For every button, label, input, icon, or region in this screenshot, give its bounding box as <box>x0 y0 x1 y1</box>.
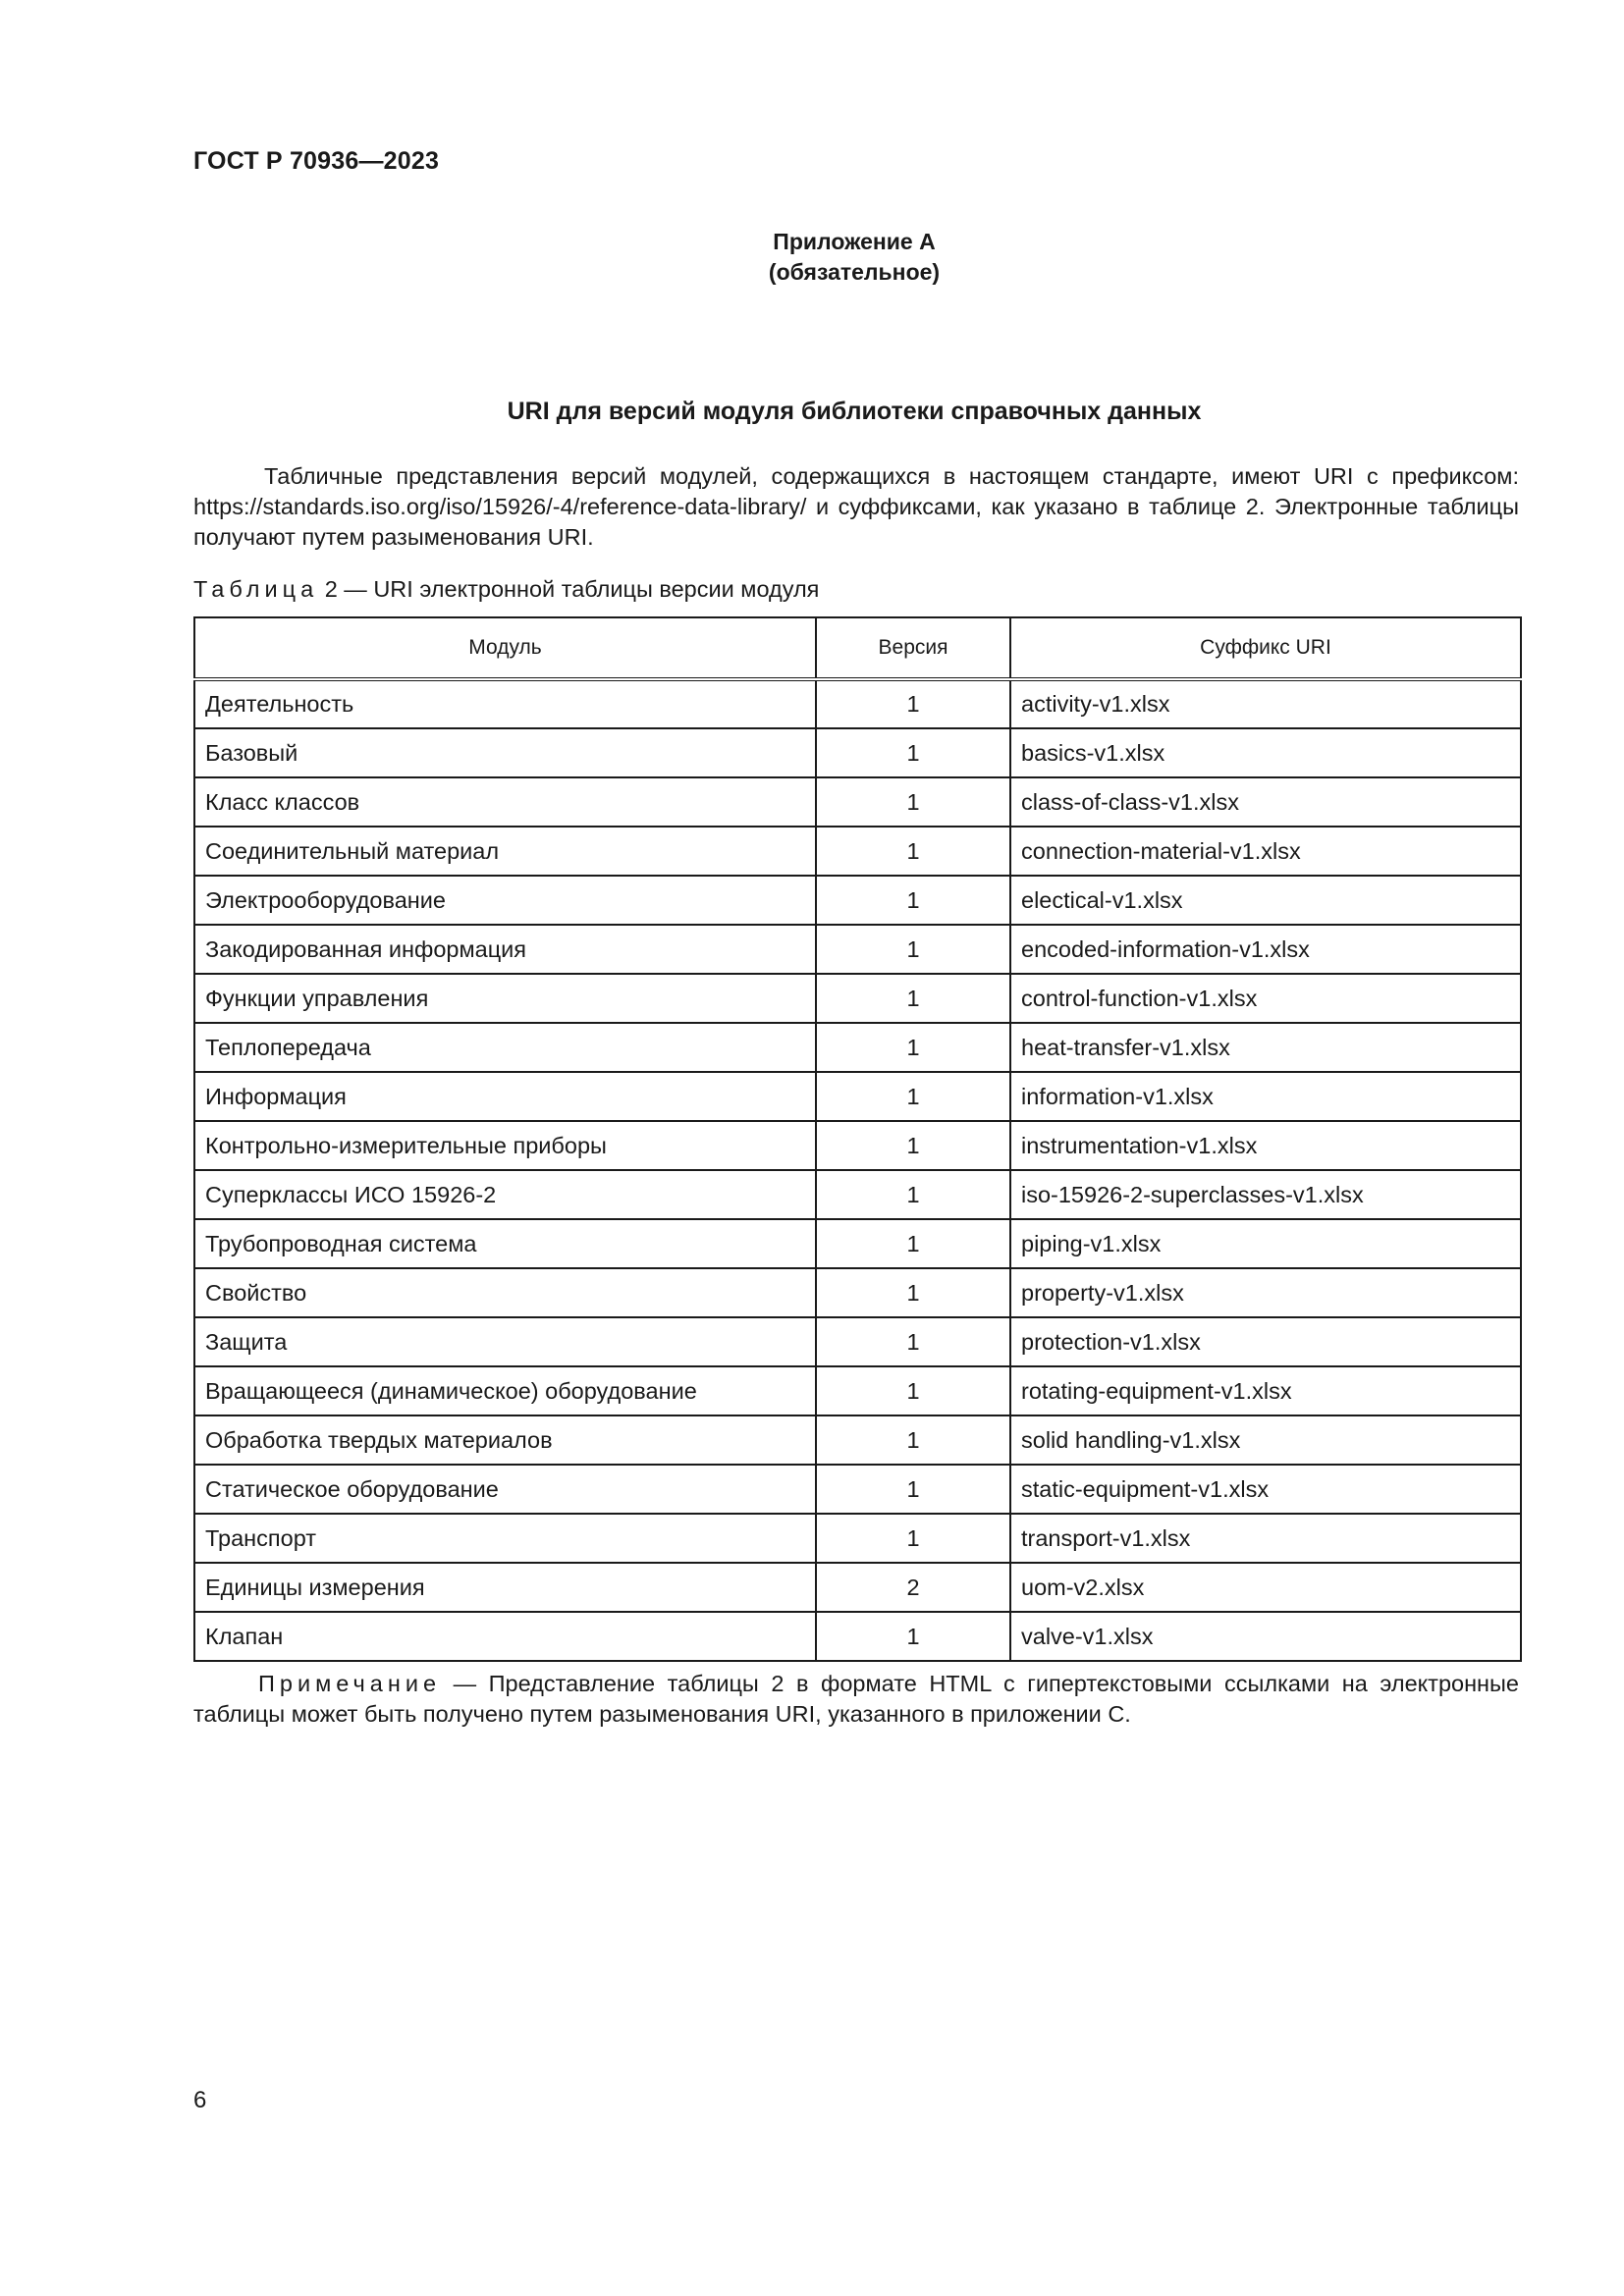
cell-module: Трубопроводная система <box>194 1219 816 1268</box>
cell-suffix: valve-v1.xlsx <box>1010 1612 1521 1661</box>
intro-paragraph: Табличные представления версий модулей, содержащихся в настоящем стандарте, имеют URI с префиксом: https://standards.iso.org/iso/15926/-4/reference-data-library/ и суффиксами, как указано в таблице 2. Электронные таблицы получают путем разыменования URI. <box>193 463 1519 550</box>
appendix-status: (обязательное) <box>768 259 941 285</box>
cell-suffix: class-of-class-v1.xlsx <box>1010 777 1521 827</box>
cell-module: Соединительный материал <box>194 827 816 876</box>
cell-module: Электрооборудование <box>194 876 816 925</box>
cell-suffix: static-equipment-v1.xlsx <box>1010 1465 1521 1514</box>
cell-module: Теплопередача <box>194 1023 816 1072</box>
table-caption-label: Таблица <box>193 576 319 602</box>
cell-version: 1 <box>816 925 1010 974</box>
cell-version: 1 <box>816 827 1010 876</box>
table-row <box>194 1170 1521 1219</box>
cell-suffix: piping-v1.xlsx <box>1010 1219 1521 1268</box>
cell-suffix: rotating-equipment-v1.xlsx <box>1010 1366 1521 1415</box>
cell-module: Свойство <box>194 1268 816 1317</box>
cell-suffix: electical-v1.xlsx <box>1010 876 1521 925</box>
cell-module: Вращающееся (динамическое) оборудование <box>194 1366 816 1415</box>
cell-version: 1 <box>816 1121 1010 1170</box>
table-row <box>194 1317 1521 1366</box>
appendix-title: Приложение А <box>773 229 936 254</box>
appendix-heading <box>0 227 1624 288</box>
table-row <box>194 827 1521 876</box>
table-row <box>194 1366 1521 1415</box>
table-caption <box>193 576 819 603</box>
cell-suffix: activity-v1.xlsx <box>1010 679 1521 728</box>
table-header-row <box>194 617 1521 679</box>
cell-version: 1 <box>816 1268 1010 1317</box>
note-text: — Представление таблицы 2 в формате HTML с гипертекстовыми ссылками на электронные таблицы может быть получено путем разыменования URI, указанного в приложении С. <box>193 1671 1519 1727</box>
cell-version: 1 <box>816 1170 1010 1219</box>
cell-suffix: basics-v1.xlsx <box>1010 728 1521 777</box>
cell-version: 1 <box>816 876 1010 925</box>
table-row <box>194 925 1521 974</box>
cell-module: Защита <box>194 1317 816 1366</box>
cell-module: Клапан <box>194 1612 816 1661</box>
table-row <box>194 1563 1521 1612</box>
cell-suffix: solid handling-v1.xlsx <box>1010 1415 1521 1465</box>
table-row <box>194 1268 1521 1317</box>
table-row <box>194 876 1521 925</box>
cell-suffix: instrumentation-v1.xlsx <box>1010 1121 1521 1170</box>
table-row <box>194 974 1521 1023</box>
page-number: 6 <box>193 2087 207 2113</box>
cell-module: Функции управления <box>194 974 816 1023</box>
table-row <box>194 1072 1521 1121</box>
table-row <box>194 1415 1521 1465</box>
cell-suffix: heat-transfer-v1.xlsx <box>1010 1023 1521 1072</box>
cell-version: 2 <box>816 1563 1010 1612</box>
section-title: URI для версий модуля библиотеки справочных данных <box>507 398 1202 425</box>
cell-module: Статическое оборудование <box>194 1465 816 1514</box>
table-row <box>194 1465 1521 1514</box>
uri-table <box>193 616 1522 1662</box>
cell-suffix: encoded-information-v1.xlsx <box>1010 925 1521 974</box>
cell-version: 1 <box>816 1514 1010 1563</box>
cell-version: 1 <box>816 1465 1010 1514</box>
cell-module: Информация <box>194 1072 816 1121</box>
table-row <box>194 728 1521 777</box>
cell-version: 1 <box>816 1415 1010 1465</box>
cell-version: 1 <box>816 679 1010 728</box>
cell-module: Деятельность <box>194 679 816 728</box>
header-version: Версия <box>816 617 1010 679</box>
table-row <box>194 1219 1521 1268</box>
cell-suffix: uom-v2.xlsx <box>1010 1563 1521 1612</box>
cell-version: 1 <box>816 777 1010 827</box>
cell-module: Контрольно-измерительные приборы <box>194 1121 816 1170</box>
cell-suffix: information-v1.xlsx <box>1010 1072 1521 1121</box>
cell-module: Закодированная информация <box>194 925 816 974</box>
table-row <box>194 1612 1521 1661</box>
cell-version: 1 <box>816 728 1010 777</box>
cell-version: 1 <box>816 1317 1010 1366</box>
table-row <box>194 777 1521 827</box>
cell-version: 1 <box>816 1366 1010 1415</box>
cell-version: 1 <box>816 1023 1010 1072</box>
cell-module: Класс классов <box>194 777 816 827</box>
cell-suffix: iso-15926-2-superclasses-v1.xlsx <box>1010 1170 1521 1219</box>
table-caption-text: 2 — URI электронной таблицы версии модуля <box>324 576 820 602</box>
table-note <box>193 1669 1519 1730</box>
cell-module: Обработка твердых материалов <box>194 1415 816 1465</box>
note-label: Примечание <box>258 1671 442 1696</box>
cell-module: Транспорт <box>194 1514 816 1563</box>
cell-suffix: control-function-v1.xlsx <box>1010 974 1521 1023</box>
cell-module: Суперклассы ИСО 15926-2 <box>194 1170 816 1219</box>
table-row <box>194 1514 1521 1563</box>
table-row <box>194 1121 1521 1170</box>
cell-suffix: connection-material-v1.xlsx <box>1010 827 1521 876</box>
cell-suffix: transport-v1.xlsx <box>1010 1514 1521 1563</box>
table-row <box>194 679 1521 728</box>
cell-version: 1 <box>816 974 1010 1023</box>
cell-module: Единицы измерения <box>194 1563 816 1612</box>
cell-version: 1 <box>816 1612 1010 1661</box>
cell-suffix: property-v1.xlsx <box>1010 1268 1521 1317</box>
cell-suffix: protection-v1.xlsx <box>1010 1317 1521 1366</box>
cell-version: 1 <box>816 1219 1010 1268</box>
table-row <box>194 1023 1521 1072</box>
cell-version: 1 <box>816 1072 1010 1121</box>
document-code: ГОСТ Р 70936—2023 <box>193 147 440 175</box>
cell-module: Базовый <box>194 728 816 777</box>
header-module: Модуль <box>194 617 816 679</box>
header-suffix: Суффикс URI <box>1010 617 1521 679</box>
